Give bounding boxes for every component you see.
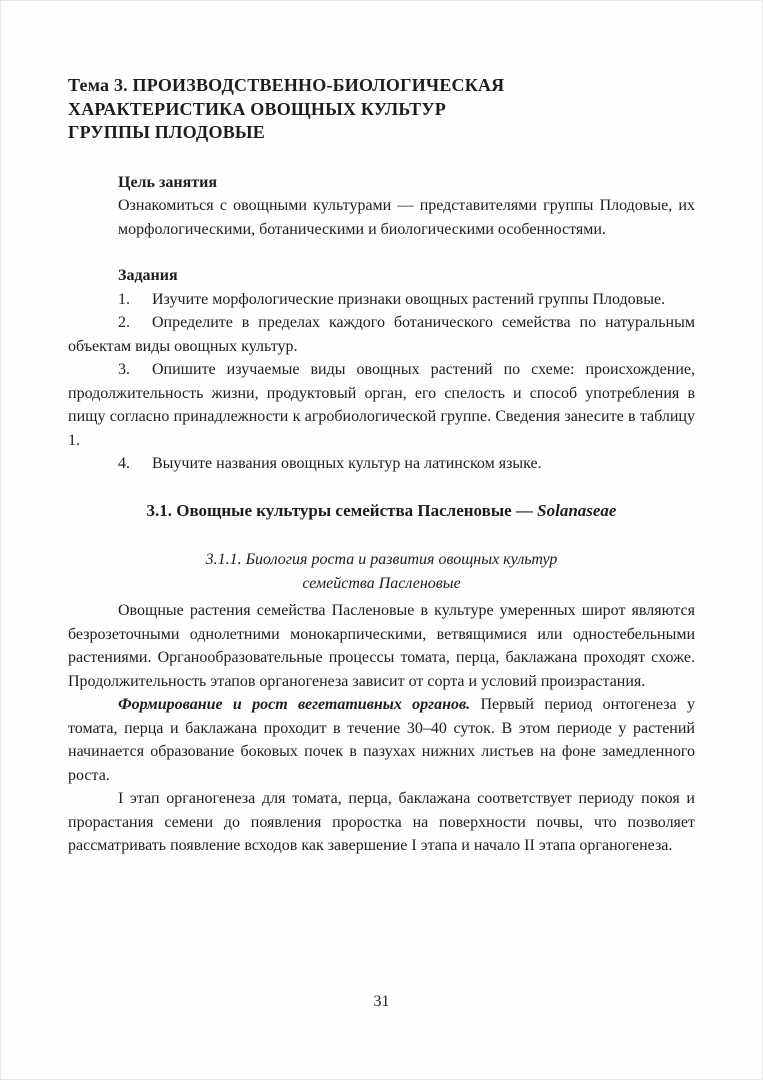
task-number: 2. — [118, 314, 130, 331]
chapter-title — [68, 74, 695, 145]
task-number: 4. — [118, 455, 130, 472]
body-paragraph-3: I этап органогенеза для томата, перца, баклажана соответствует периоду покоя и прорастания семени до появления проростка на поверхности почвы, что позволяет рассматривать появление всходов как завершение I этапа и начало II этапа органогенеза. — [68, 790, 695, 854]
goal-heading: Цель занятия — [118, 173, 218, 191]
paragraph-body-text: Первый период онтогенеза у томата, перца и баклажана проходит в течение 30–40 суток. В этом периоде у растений начинается образование боковых почек в пазухах нижних листьев на фоне замедленного роста. — [68, 696, 695, 784]
chapter-title-line-2: ХАРАКТЕРИСТИКА ОВОЩНЫХ КУЛЬТУР — [68, 98, 446, 119]
section-heading-text: 3.1. Овощные культуры семейства Пасленовые — — [146, 500, 538, 520]
subsection-heading-line-2: семейства Пасленовые — [302, 574, 461, 592]
goal-paragraph: Ознакомиться с овощными культурами — представителями группы Плодовые, их морфологическими, ботаническими и биологическими особенностями. — [118, 197, 695, 238]
task-text: Изучите морфологические признаки овощных растений группы Плодовые. — [152, 290, 666, 308]
task-text: Выучите названия овощных культур на латинском языке. — [152, 455, 542, 472]
goal-section — [118, 171, 695, 242]
body-paragraph-2 — [68, 693, 695, 787]
chapter-title-line-1: Тема 3. ПРОИЗВОДСТВЕННО-БИОЛОГИЧЕСКАЯ — [68, 75, 505, 95]
task-number: 3. — [118, 361, 130, 378]
task-item-4 — [68, 452, 695, 476]
paragraph-lead: Формирование и рост вегетативных органов. — [118, 696, 481, 713]
task-item-3 — [68, 358, 695, 452]
chapter-title-line-3: ГРУППЫ ПЛОДОВЫЕ — [68, 122, 265, 142]
task-text: Опишите изучаемые виды овощных растений по схеме: происхождение, продолжительность жизни, продуктовый орган, его спелость и способ употребления в пищу согласно принадлежности к агробиологической группе. Сведения занесите в таблицу 1. — [68, 361, 695, 449]
tasks-heading: Задания — [118, 267, 178, 284]
task-item-1 — [68, 288, 695, 312]
task-text: Определите в пределах каждого ботанического семейства по натуральным объектам виды овощных культур. — [68, 314, 695, 355]
tasks-section — [68, 264, 695, 476]
subsection-heading — [68, 548, 695, 595]
section-heading-latin: Solanaseae — [537, 500, 617, 520]
subsection-heading-line-1: 3.1.1. Биология роста и развития овощных культур — [205, 551, 558, 568]
page-content — [68, 74, 695, 858]
section-heading — [68, 499, 695, 523]
body-paragraph-1: Овощные растения семейства Пасленовые в культуре умеренных широт являются безрозеточными однолетними монокарпическими, ветвящимися или одностебельными растениями. Органообразовательные процессы томата, перца, баклажана проходят схоже. Продолжительность этапов органогенеза зависит от сорта и условий произрастания. — [68, 602, 695, 690]
task-item-2 — [68, 311, 695, 358]
page-number: 31 — [373, 993, 390, 1010]
task-number: 1. — [118, 290, 130, 308]
